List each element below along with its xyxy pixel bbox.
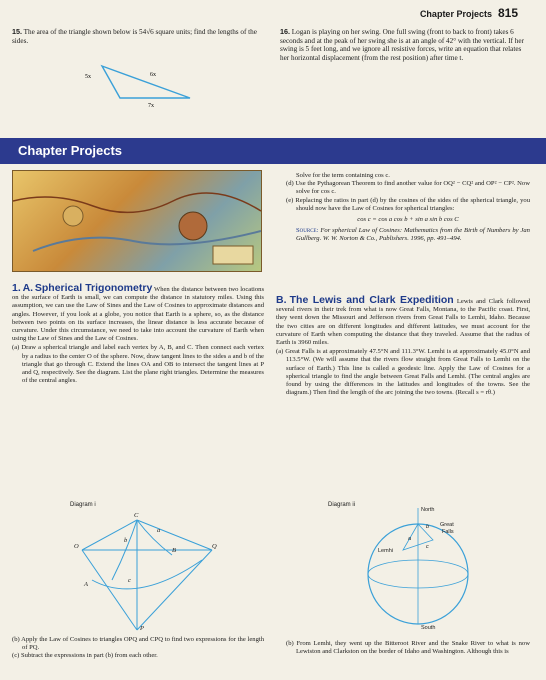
part-a-item-d: (d) Use the Pythagorean Theorem to find another value for OQ² − CQ² and OP² − CP². Now solve for cos c. xyxy=(286,180,530,196)
spherical-law-of-cosines: cos c = cos a cos b + sin a sin b cos C xyxy=(357,216,459,224)
part-a-item-c: (c) Subtract the expressions in part (b) from each other. xyxy=(12,652,158,660)
diagram-ii-lemhi: Lemhi xyxy=(378,548,393,554)
diagram-i xyxy=(62,502,252,632)
diagram-i-vertex-b: B xyxy=(172,547,176,554)
problem-15-text: The area of the triangle shown below is 54√6 square units; find the lengths of the sides. xyxy=(12,28,257,45)
part-b-item-a: (a) Great Falls is at approximately 47.5°N and 111.3°W. Lemhi is at approximately 45.0°N and 113.5°W. (We will assume that the rivers flow straight from Great Falls to Lemhi on the surface of Earth.) This line is called a geodesic line. Apply the Law of Cosines for a spherical triangle to find the angle between Great Falls and Lemhi. (The central angles are found by using the differences in the latitudes and longitudes of the towns. See the diagram.) Then find the length of the arc joining the two towns. (Recall s = rθ.) xyxy=(276,348,530,397)
diagram-i-point-q: Q xyxy=(212,543,217,550)
diagram-i-drawing xyxy=(62,510,252,635)
part-b-section xyxy=(276,296,530,397)
part-a-intro: When the distance between two locations on the surface of Earth is small, we can compute the distance in statutory miles. Using this assumption, we can use the Law of Sines and the Law of Cosines to approximate distances and angles. However, if you look at a globe, you notice that Earth is a sphere, so, as the distance between two points on its surface increases, the linear distance is less accurate because of curvature. Under this circumstance, we need to take into account the curvature of Earth when using the Law of Sines and the Law of Cosines. xyxy=(12,286,265,343)
page-number: 815 xyxy=(497,6,518,20)
diagram-i-label: Diagram i xyxy=(70,502,96,508)
part-a-section xyxy=(12,284,264,385)
part-a-continued xyxy=(286,172,530,244)
diagram-ii-drawing xyxy=(328,502,488,632)
source-citation: For spherical Law of Cosines: Mathematics from the Birth of Numbers by Jan Gullberg. W. W. Norton & Co., Publishers. 1996, pp. 491–494. xyxy=(296,227,530,243)
part-a-item-b: (b) Apply the Law of Cosines to triangles OPQ and CPQ to find two expressions for the length of PQ. xyxy=(12,636,264,652)
side-5x-label: 5x xyxy=(85,74,91,80)
chapter-title: Chapter Projects xyxy=(419,9,492,19)
part-b-item-b: (b) From Lemhi, they went up the Bitteroot River and the Snake River to what is now Lewiston and Clarkston on the border of Idaho and Washington. Although this is xyxy=(286,640,530,656)
solve-cos-c: Solve for the term containing cos c. xyxy=(296,172,390,179)
problem-16 xyxy=(280,28,530,62)
source-label: Source: xyxy=(296,227,319,235)
problem-16-text: Logan is playing on her swing. One full swing (front to back to front) takes 6 seconds and at the peak of her swing she is at an angle of 42° with the vertical. If her swing is 5 feet long, and we ignore all resistive forces, write an equation that relates her horizontal displacement (from the rest position) after time t. xyxy=(280,28,524,62)
side-6x-label: 6x xyxy=(150,72,156,78)
diagram-ii-side-a: a xyxy=(408,536,412,542)
diagram-i-center-o: O xyxy=(74,543,79,550)
diagram-ii-side-b: b xyxy=(426,524,430,530)
diagram-i-side-b: b xyxy=(124,537,128,544)
chapter-projects-banner xyxy=(0,138,546,164)
part-b-title: The Lewis and Clark Expedition xyxy=(289,294,454,306)
part-b-label: B. xyxy=(276,294,287,306)
part-a-item-e: (e) Replacing the ratios in part (d) by the cosines of the sides of the spherical triangle, you should now have the Law of Cosines for spherical triangles: xyxy=(286,196,530,212)
banner-title: Chapter Projects xyxy=(18,143,123,158)
part-b-continued xyxy=(286,640,530,656)
diagram-ii-north: North xyxy=(421,507,435,513)
diagram-ii-label: Diagram ii xyxy=(328,502,356,508)
part-b-intro: Lewis and Clark followed several rivers in their trek from what is now Great Falls, Montana, to the Pacific coast. First, they went down the Missouri and Jefferson rivers from Great Falls to Lemhi, Idaho. Because the two cities are on different longitudes and different latitudes, we must account for the curvature of Earth when computing the distance that they traveled. Assume that the radius of Earth is 3960 miles. xyxy=(276,298,530,347)
diagram-ii-great: Great xyxy=(440,522,454,528)
diagram-i-vertex-a: A xyxy=(84,581,88,588)
diagram-i-vertex-c: C xyxy=(134,512,139,519)
side-7x-label: 7x xyxy=(148,103,154,108)
problem-15-number: 15. xyxy=(12,27,22,36)
diagram-ii-falls: Falls xyxy=(442,529,454,535)
diagram-i-side-a: a xyxy=(157,527,161,534)
problem-15 xyxy=(12,28,262,45)
diagram-i-side-c: c xyxy=(128,577,131,584)
diagram-i-point-p: P xyxy=(140,625,144,632)
part-a-item-a: (a) Draw a spherical triangle and label each vertex by A, B, and C. Then connect each vertex by a radius to the center O of the sphere. Now, draw tangent lines to the sides a and b of the triangle that go through C. Extend the lines OA and OB to intersect the tangent lines at P and Q, respectively. See the diagram. List the plane right triangles. Determine the measures of the central angles. xyxy=(12,344,264,385)
page-header xyxy=(420,6,518,20)
part-a-bc xyxy=(12,636,264,661)
part-a-number: 1. xyxy=(12,282,21,294)
part-a-label: A. xyxy=(22,282,34,294)
diagram-ii-south: South xyxy=(421,625,436,631)
diagram-ii xyxy=(328,502,488,632)
map-illustration xyxy=(12,170,262,272)
diagram-ii-side-c: c xyxy=(426,544,429,550)
problem-16-number: 16. xyxy=(280,27,290,36)
part-a-title: Spherical Trigonometry xyxy=(34,282,153,294)
triangle-figure xyxy=(80,58,210,108)
map-drawing xyxy=(13,171,261,271)
